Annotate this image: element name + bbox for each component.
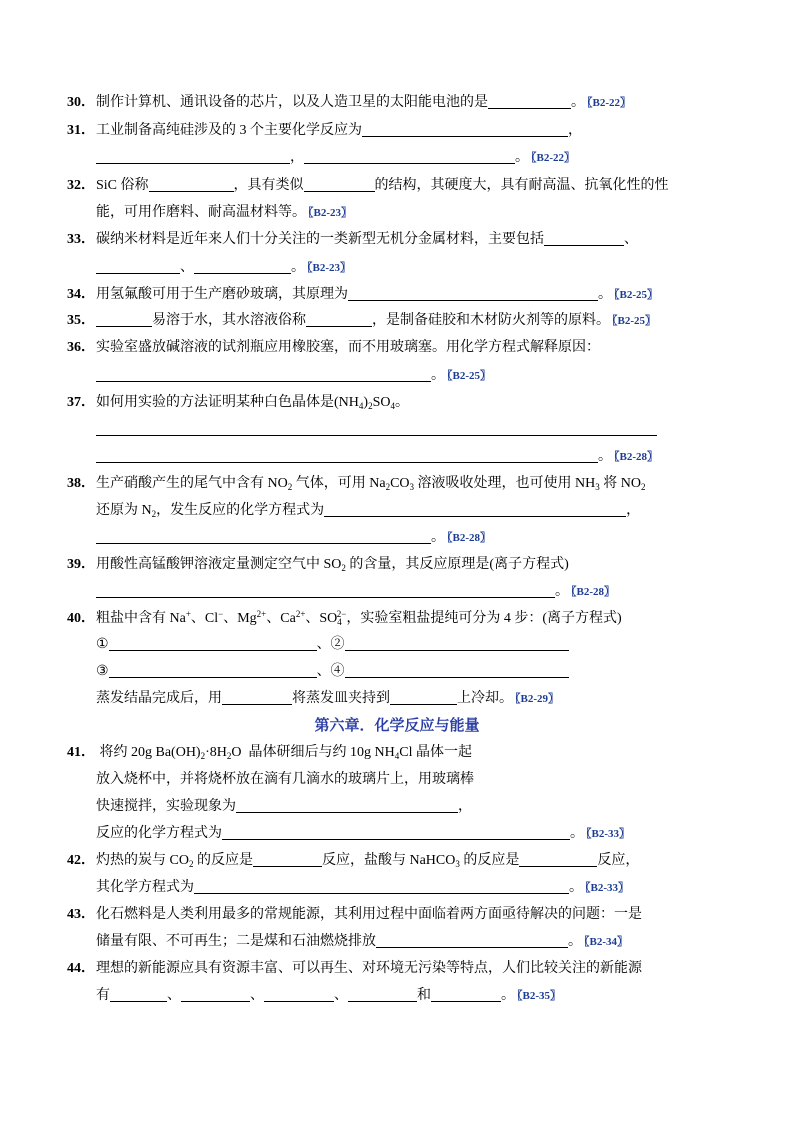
subscript: 3 bbox=[595, 482, 600, 492]
superscript: 2+ bbox=[295, 609, 306, 619]
subscript: 3 bbox=[455, 859, 460, 869]
q42-line-1 bbox=[67, 852, 639, 870]
answer-blank bbox=[253, 853, 322, 867]
answer-blank bbox=[96, 530, 431, 544]
punctuation: 、 bbox=[334, 988, 348, 1003]
question-text: Cl 晶体一起 bbox=[399, 745, 472, 760]
q43-line-1 bbox=[67, 906, 642, 924]
superscript: 2− bbox=[336, 609, 347, 619]
q36-line-2 bbox=[96, 367, 491, 385]
question-text: 的反应是 bbox=[193, 853, 253, 868]
question-text: 粗盐中含有 Na bbox=[96, 611, 186, 626]
punctuation: 、 bbox=[250, 988, 264, 1003]
question-text: 还原为 N bbox=[96, 503, 152, 518]
subscript: 2 bbox=[385, 482, 391, 492]
reference-tag: 〖B2-25〗 bbox=[447, 370, 491, 382]
q37-line-2 bbox=[96, 421, 657, 439]
answer-blank bbox=[264, 988, 334, 1002]
q36-line-1 bbox=[67, 339, 600, 357]
answer-blank bbox=[488, 95, 571, 109]
step-marker: ③ bbox=[96, 664, 109, 679]
answer-blank bbox=[96, 150, 290, 164]
answer-blank bbox=[222, 691, 292, 705]
question-text: ，发生反应的化学方程式为 bbox=[156, 503, 325, 518]
reference-tag: 〖B2-25〗 bbox=[612, 315, 656, 327]
reference-tag: 〖B2-33〗 bbox=[586, 828, 630, 840]
subscript: 2 bbox=[640, 482, 646, 492]
answer-blank bbox=[181, 988, 250, 1002]
subscript: 2 bbox=[226, 751, 232, 761]
q40-line-3 bbox=[96, 663, 569, 681]
question-text: 将约 20g Ba(OH) bbox=[96, 745, 201, 760]
question-text: 工业制备高纯硅涉及的 3 个主要化学反应为 bbox=[96, 123, 362, 138]
q41-line-4 bbox=[96, 825, 630, 843]
question-number: 43． bbox=[67, 907, 95, 922]
superscript: 2+ bbox=[256, 609, 267, 619]
q40-line-2 bbox=[96, 636, 569, 654]
question-text: 反应的化学方程式为 bbox=[96, 826, 222, 841]
question-text: 反应， bbox=[597, 853, 640, 868]
punctuation: 。 bbox=[598, 287, 612, 302]
question-number: 33． bbox=[67, 232, 95, 247]
question-text: 快速搅拌，实验现象为 bbox=[96, 799, 236, 814]
question-number: 41． bbox=[67, 745, 95, 760]
q44-line-2 bbox=[96, 987, 561, 1005]
q32-line-2 bbox=[96, 204, 352, 222]
punctuation: 。 bbox=[291, 260, 305, 275]
question-text: 反应，盐酸与 NaHCO bbox=[321, 853, 456, 868]
answer-blank bbox=[345, 637, 569, 651]
question-text: 气体，可用 Na bbox=[292, 476, 386, 491]
question-text: 其化学方程式为 bbox=[96, 880, 194, 895]
question-text: 的反应是 bbox=[459, 853, 520, 868]
q38-line-1 bbox=[67, 475, 645, 493]
question-text: 、Mg bbox=[223, 611, 257, 626]
question-text: 和 bbox=[417, 988, 431, 1003]
question-text: ，是制备硅胶和木材防火剂等的原料。 bbox=[372, 313, 610, 328]
punctuation: 。 bbox=[501, 988, 515, 1003]
question-text: 将蒸发皿夹持到 bbox=[292, 691, 390, 706]
answer-blank bbox=[304, 178, 375, 192]
answer-blank bbox=[376, 934, 568, 948]
question-number: 34． bbox=[67, 287, 95, 302]
reference-tag: 〖B2-23〗 bbox=[307, 262, 351, 274]
punctuation: ， bbox=[290, 150, 304, 165]
question-text: 将 NO bbox=[599, 476, 641, 491]
question-text: 的含量，其反应原理是(离子方程式) bbox=[345, 557, 569, 572]
punctuation: 。 bbox=[569, 880, 583, 895]
q30-line-1 bbox=[67, 94, 631, 112]
punctuation: 、 bbox=[167, 988, 181, 1003]
q31-line-2 bbox=[96, 149, 575, 167]
q40-line-4 bbox=[96, 690, 559, 708]
question-text: 生产硝酸产生的尾气中含有 NO bbox=[96, 476, 288, 491]
question-text: 有 bbox=[96, 988, 110, 1003]
question-text: 用氢氟酸可用于生产磨砂玻璃，其原理为 bbox=[96, 287, 348, 302]
question-text: 化石燃料是人类利用最多的常规能源，其利用过程中面临着两方面亟待解决的问题：一是 bbox=[96, 907, 642, 922]
question-text: 、SO bbox=[305, 611, 338, 626]
superscript: − bbox=[218, 609, 224, 619]
question-number: 38． bbox=[67, 476, 95, 491]
punctuation: 。 bbox=[555, 584, 569, 599]
question-text: 溶液吸收处理，也可使用 NH bbox=[414, 476, 596, 491]
question-text: 理想的新能源应具有资源丰富、可以再生、对环境无污染等特点，人们比较关注的新能源 bbox=[96, 961, 642, 976]
question-text: 用酸性高锰酸钾溶液定量测定空气中 SO bbox=[96, 557, 342, 572]
reference-tag: 〖B2-28〗 bbox=[571, 586, 615, 598]
punctuation: 、 bbox=[624, 232, 638, 247]
answer-blank bbox=[324, 503, 626, 517]
answer-blank bbox=[194, 260, 291, 274]
punctuation: 。 bbox=[515, 150, 529, 165]
answer-blank bbox=[222, 826, 570, 840]
punctuation: ， bbox=[568, 123, 582, 138]
punctuation: 。 bbox=[568, 934, 582, 949]
answer-blank bbox=[109, 664, 317, 678]
reference-tag: 〖B2-22〗 bbox=[531, 152, 575, 164]
question-number: 40． bbox=[67, 611, 95, 626]
q33-line-2 bbox=[96, 259, 351, 277]
step-marker: 、② bbox=[316, 637, 345, 652]
question-text: 如何用实验的方法证明某种白色晶体是(NH bbox=[96, 395, 359, 410]
q39-line-1 bbox=[67, 556, 569, 574]
subscript: 4 bbox=[358, 401, 364, 411]
step-marker: 、④ bbox=[316, 664, 345, 679]
q34-line-1 bbox=[67, 286, 658, 304]
question-text: 碳纳米材料是近年来人们十分关注的一类新型无机分金属材料，主要包括 bbox=[96, 232, 544, 247]
answer-blank bbox=[110, 988, 167, 1002]
answer-blank bbox=[348, 988, 417, 1002]
step-marker: ① bbox=[96, 637, 109, 652]
formula-text: SO bbox=[372, 395, 391, 410]
q41-line-2 bbox=[96, 771, 474, 789]
question-text: 储量有限、不可再生；二是煤和石油燃烧排放 bbox=[96, 934, 376, 949]
question-number: 39． bbox=[67, 557, 95, 572]
q41-line-1 bbox=[67, 744, 472, 762]
punctuation: ， bbox=[626, 503, 641, 518]
question-number: 44． bbox=[67, 961, 95, 976]
question-text: SiC 俗称 bbox=[96, 178, 149, 193]
answer-blank bbox=[544, 232, 624, 246]
reference-tag: 〖B2-29〗 bbox=[515, 693, 559, 705]
reference-tag: 〖B2-35〗 bbox=[517, 990, 561, 1002]
answer-blank bbox=[345, 664, 569, 678]
answer-blank bbox=[362, 123, 568, 137]
answer-blank bbox=[96, 313, 152, 327]
question-text: 蒸发结晶完成后，用 bbox=[96, 691, 222, 706]
formula-text: ) bbox=[363, 395, 369, 410]
answer-blank bbox=[306, 313, 372, 327]
question-number: 36． bbox=[67, 340, 95, 355]
subscript: 2 bbox=[341, 563, 346, 573]
reference-tag: 〖B2-33〗 bbox=[585, 882, 629, 894]
answer-blank bbox=[96, 584, 555, 598]
answer-blank bbox=[194, 880, 569, 894]
question-text: ，具有类似 bbox=[233, 178, 304, 193]
q43-line-2 bbox=[96, 933, 628, 951]
question-number: 42． bbox=[67, 853, 95, 868]
superscript: + bbox=[185, 609, 191, 619]
question-number: 35． bbox=[67, 313, 95, 328]
answer-blank bbox=[304, 150, 515, 164]
question-text: 、Ca bbox=[266, 611, 296, 626]
subscript: 2 bbox=[287, 482, 293, 492]
q40-line-1 bbox=[67, 610, 622, 628]
reference-tag: 〖B2-34〗 bbox=[584, 936, 628, 948]
reference-tag: 〖B2-28〗 bbox=[447, 532, 491, 544]
answer-blank bbox=[96, 260, 180, 274]
question-text: 制作计算机、通讯设备的芯片，以及人造卫星的太阳能电池的是 bbox=[96, 95, 488, 110]
formula-text: CO bbox=[390, 476, 410, 491]
punctuation: 。 bbox=[394, 395, 409, 410]
subscript: 3 bbox=[409, 482, 415, 492]
question-text: 易溶于水，其水溶液俗称 bbox=[152, 313, 306, 328]
answer-blank bbox=[109, 637, 317, 651]
subscript: 4 bbox=[337, 617, 342, 627]
answer-blank bbox=[390, 691, 457, 705]
question-text: 上冷却。 bbox=[457, 691, 513, 706]
answer-blank bbox=[96, 368, 431, 382]
answer-blank bbox=[96, 422, 657, 436]
answer-blank bbox=[96, 449, 598, 463]
q44-line-1 bbox=[67, 960, 642, 978]
answer-blank bbox=[149, 178, 234, 192]
question-text: 能，可用作磨料、耐高温材料等。 bbox=[96, 205, 306, 220]
q37-line-1 bbox=[67, 394, 409, 412]
question-number: 30． bbox=[67, 95, 95, 110]
q37-line-3 bbox=[96, 448, 658, 466]
punctuation: 。 bbox=[431, 530, 445, 545]
question-text: 放入烧杯中，并将烧杯放在滴有几滴水的玻璃片上，用玻璃棒 bbox=[96, 772, 474, 787]
subscript: 4 bbox=[390, 401, 395, 411]
question-text: 的结构，其硬度大，具有耐高温、抗氧化性的性 bbox=[374, 178, 669, 193]
punctuation: 。 bbox=[598, 449, 612, 464]
q38-line-3 bbox=[96, 529, 491, 547]
q39-line-2 bbox=[96, 583, 615, 601]
q35-line-1 bbox=[67, 312, 656, 330]
question-text: 、Cl bbox=[190, 611, 219, 626]
subscript: 2 bbox=[200, 751, 206, 761]
answer-blank bbox=[431, 988, 501, 1002]
question-text: ，实验室粗盐提纯可分为 4 步：(离子方程式) bbox=[346, 611, 622, 626]
question-text: 实验室盛放碱溶液的试剂瓶应用橡胶塞，而不用玻璃塞。用化学方程式解释原因： bbox=[96, 340, 600, 355]
answer-blank bbox=[236, 799, 458, 813]
subscript: 2 bbox=[151, 509, 157, 519]
question-number: 31． bbox=[67, 123, 95, 138]
question-text: 灼热的炭与 CO bbox=[96, 853, 189, 868]
reference-tag: 〖B2-25〗 bbox=[614, 289, 658, 301]
question-number: 37． bbox=[67, 395, 95, 410]
q31-line-1 bbox=[67, 122, 582, 140]
q41-line-3 bbox=[96, 798, 472, 816]
formula-text: ·8H bbox=[205, 745, 227, 760]
subscript: 2 bbox=[188, 859, 194, 869]
question-number: 32． bbox=[67, 178, 95, 193]
punctuation: 、 bbox=[180, 260, 194, 275]
answer-blank bbox=[519, 853, 597, 867]
reference-tag: 〖B2-22〗 bbox=[587, 97, 631, 109]
punctuation: 。 bbox=[571, 95, 585, 110]
q42-line-2 bbox=[96, 879, 629, 897]
q32-line-1 bbox=[67, 177, 669, 195]
punctuation: ， bbox=[458, 799, 472, 814]
punctuation: 。 bbox=[570, 826, 584, 841]
answer-blank bbox=[348, 287, 598, 301]
reference-tag: 〖B2-23〗 bbox=[308, 207, 352, 219]
question-text: O 晶体研细后与约 10g NH bbox=[231, 745, 395, 760]
q33-line-1 bbox=[67, 231, 638, 249]
reference-tag: 〖B2-28〗 bbox=[614, 451, 658, 463]
punctuation: 。 bbox=[431, 368, 445, 383]
q38-line-2 bbox=[96, 502, 640, 520]
subscript: 2 bbox=[368, 401, 373, 411]
subscript: 4 bbox=[394, 751, 400, 761]
chapter-title: 第六章．化学反应与能量 bbox=[314, 718, 480, 734]
